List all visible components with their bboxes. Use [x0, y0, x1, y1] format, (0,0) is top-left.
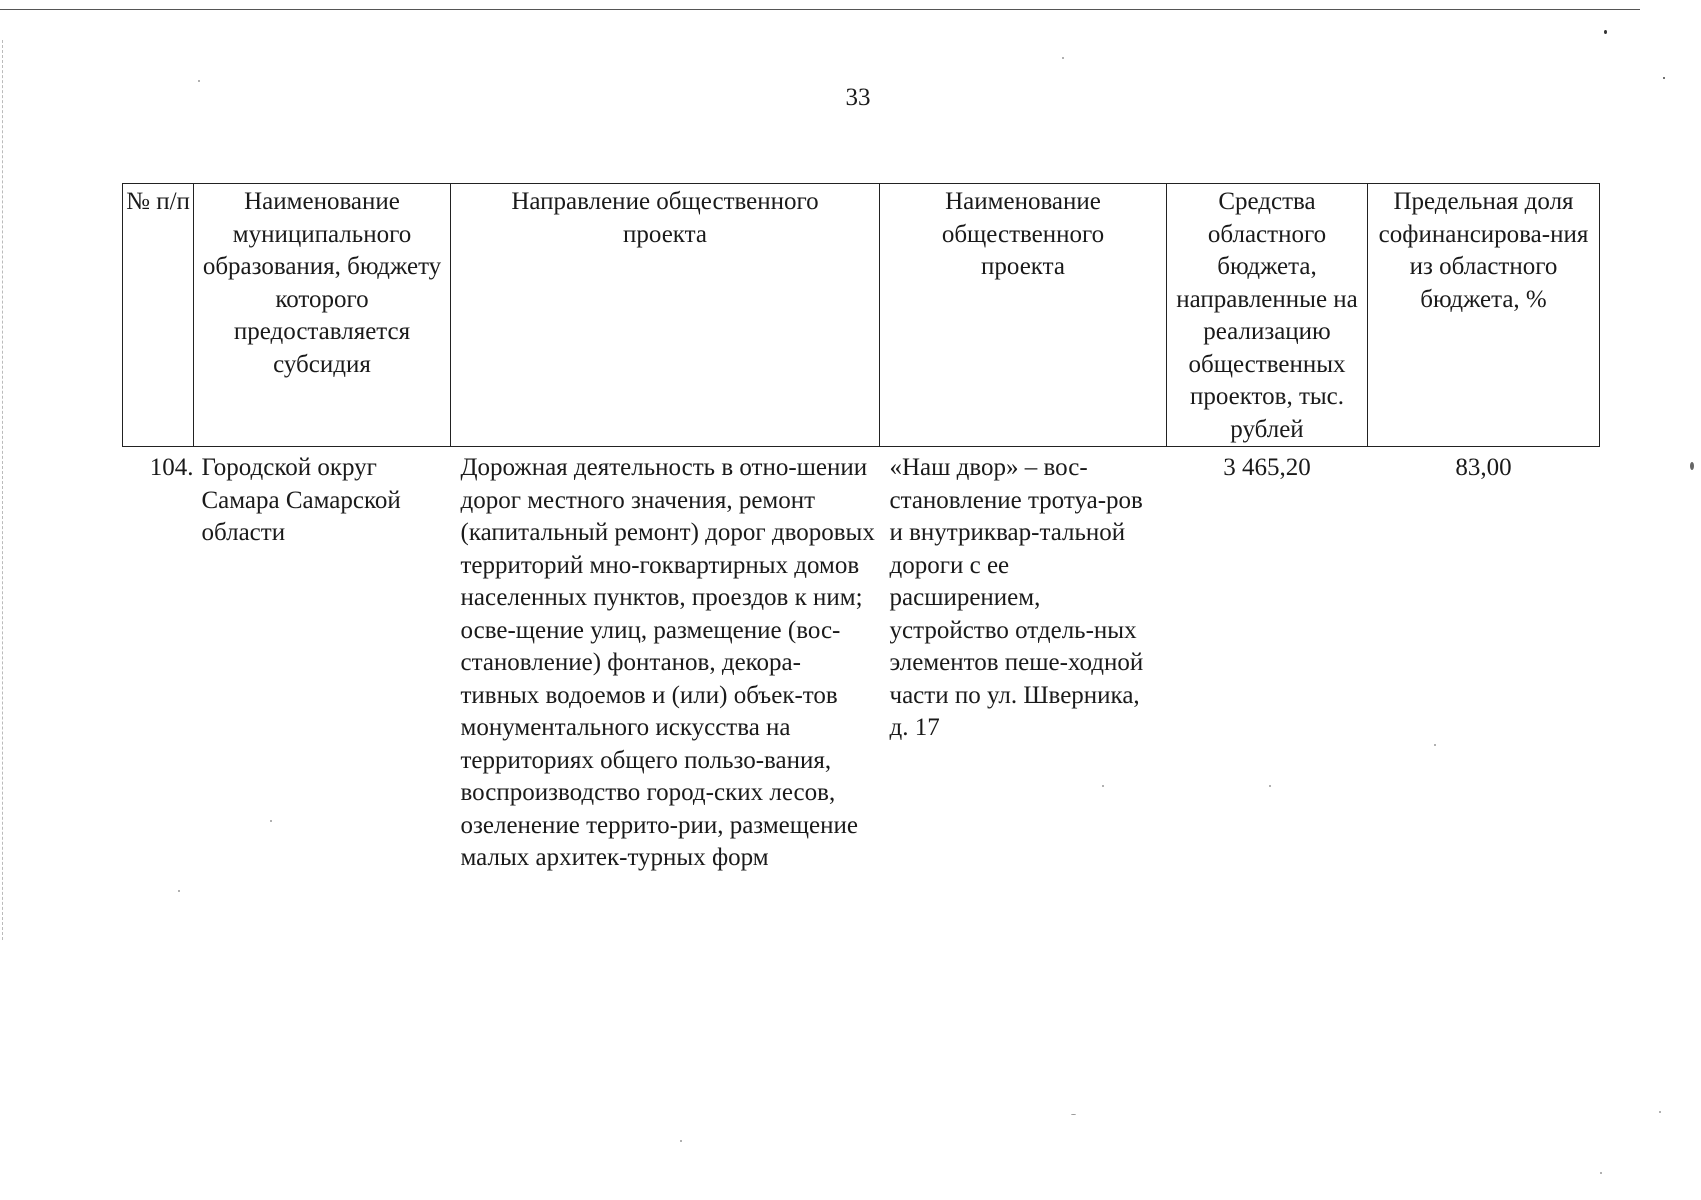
scan-speck [1604, 30, 1607, 34]
scan-speck [1062, 57, 1064, 59]
scan-speck [1102, 785, 1104, 787]
scan-speck [270, 820, 272, 822]
row-municipality: Городской округ Самара Самарской области [201, 454, 401, 546]
page-number: 33 [845, 84, 871, 111]
table-header-row [123, 184, 1600, 447]
scan-speck [680, 1140, 682, 1142]
row-project-name: «Наш двор» – вос-становление тротуа-ров и внутриквар-тальной дороги с ее расширением, устройство отдель-ных элементов пеше-ходной части по ул. Шверника, д. 17 [889, 454, 1144, 741]
scan-speck [198, 80, 200, 82]
scan-speck [1600, 1172, 1602, 1174]
scan-speck [178, 890, 180, 892]
header-direction: Направление общественного проекта [451, 184, 880, 447]
scan-speck [1434, 744, 1436, 746]
header-share: Предельная доля софинансирова-ния из областного бюджета, % [1368, 184, 1600, 447]
scan-speck [1663, 77, 1665, 79]
scan-speck [1269, 785, 1271, 787]
scan-edge-top [0, 9, 1640, 10]
row-funds: 3 465,20 [1223, 454, 1311, 481]
table-row [123, 447, 1600, 875]
row-direction: Дорожная деятельность в отно-шении дорог местного значения, ремонт (капитальный ремонт) дорог дворовых территорий мно-гоквартирных домов населенных пунктов, проездов к ним; осве-щение улиц, размещение (вос-становление) фонтанов, декора-тивных водоемов и (или) объек-тов монументального искусства на территориях общего пользо-вания, воспроизводство город-ских лесов, озеленение террито-рии, размещение малых архитек-турных форм [460, 454, 875, 871]
scan-edge-left [2, 40, 3, 940]
header-number: № п/п [123, 184, 194, 447]
row-share: 83,00 [1455, 454, 1512, 481]
subsidy-table [122, 183, 1600, 875]
row-number: 104. [149, 454, 194, 481]
scan-speck [1659, 1111, 1661, 1113]
header-project-name: Наименование общественного проекта [880, 184, 1167, 447]
header-municipality: Наименование муниципального образования, бюджету которого предоставляется субсидия [194, 184, 451, 447]
scan-speck [1690, 462, 1694, 470]
header-funds: Средства областного бюджета, направленные на реализацию общественных проектов, тыс. рублей [1167, 184, 1368, 447]
scan-speck [1071, 1114, 1076, 1115]
